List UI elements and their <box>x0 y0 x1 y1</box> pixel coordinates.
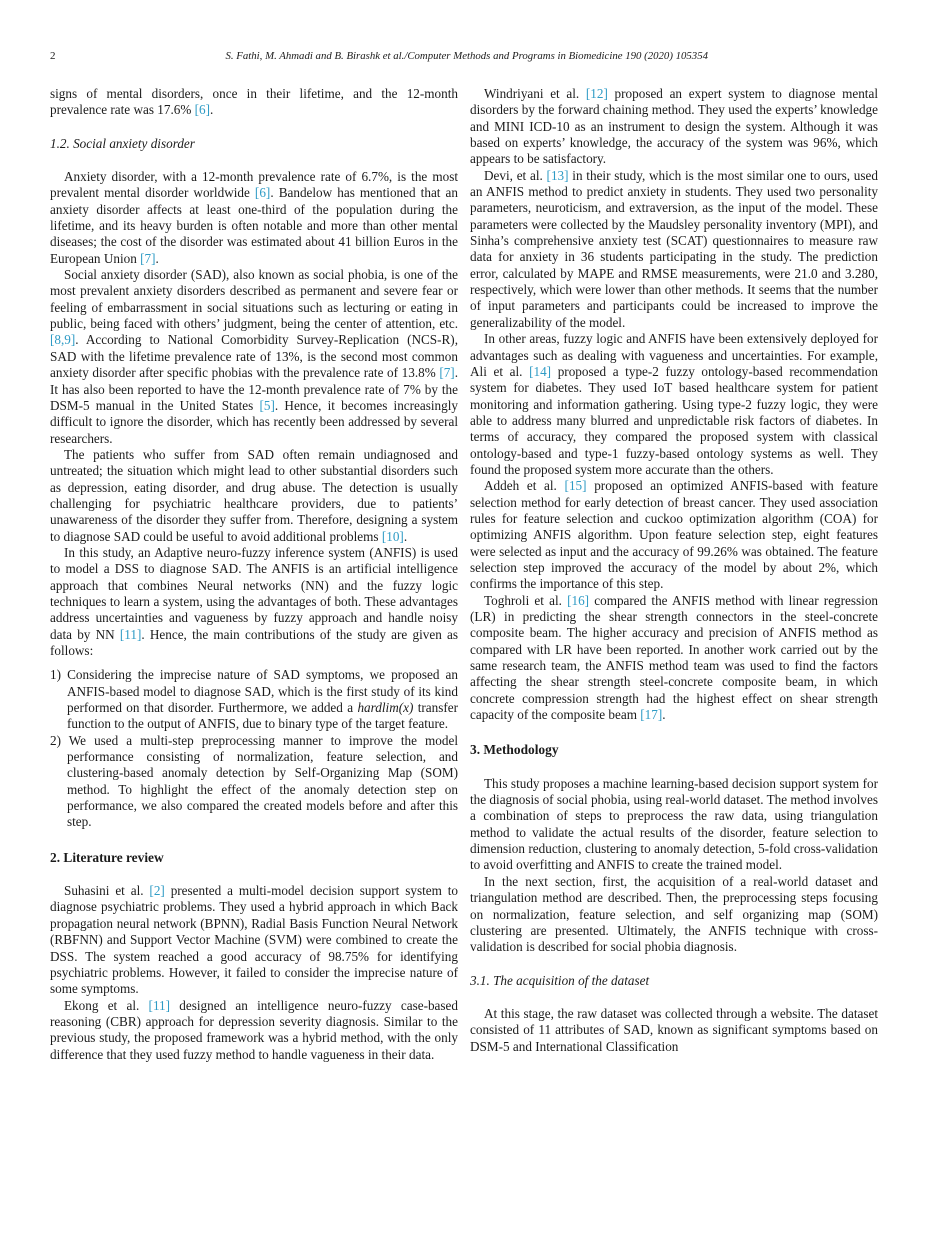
paragraph: Devi, et al. [13] in their study, which is the most similar one to ours, used an ANFIS method to predict anxiety in students. They used two personality parameters, neuroticism, and extraversion, as the input of the model. These parameters were collected by the Maudsley personality inventory (MPI), and Sinha’s comprehensive anxiety test (SCAT) questionnaires to measure raw data for anxiety in 36 students participating in the study. The prediction error, calculated by MAPE and RMSE measurements, were 21.0 and 3.280, respectively, which were lower than other methods. It seems that the number of input parameters and participants could be increased to improve the generalizability of the model. <box>470 167 878 330</box>
list-item: 1) Considering the imprecise nature of SAD symptoms, we proposed an ANFIS-based model to diagnose SAD, which is the first study of its kind performed on that disorder. Furthermore, we added a hardlim(x) transfer function to the output of ANFIS, due to binary type of the target feature. <box>50 667 458 732</box>
paragraph: Addeh et al. [15] proposed an optimized ANFIS-based with feature selection method for early detection of breast cancer. They used association rules for feature selection and cuckoo optimization algorithm (COA) for optimizing ANFIS algorithm. Upon feature selection step, eight features were selected as input and the accuracy of 99.26% was obtained. The feature selection step improved the accuracy of the model by about 2%, which confirms the importance of this step. <box>470 478 878 592</box>
paragraph: signs of mental disorders, once in their lifetime, and the 12-month prevalence rate was 17.6% [6]. <box>50 86 458 118</box>
paragraph: Ekong et al. [11] designed an intelligence neuro-fuzzy case-based reasoning (CBR) approach for depression severity diagnosis. Similar to the previous study, the proposed framework was a hybrid method, with the only difference that they used fuzzy method to handle vagueness in their data. <box>50 997 458 1062</box>
right-column <box>470 86 878 1063</box>
paragraph: In the next section, first, the acquisition of a real-world dataset and triangulation method are described. Then, the preprocessing steps focusing on normalization, feature selection, and self organizing map (SOM) clustering are presented. Ultimately, the ANFIS technique with cross-validation is described for social phobia diagnosis. <box>470 873 878 955</box>
paragraph: Social anxiety disorder (SAD), also known as social phobia, is one of the most prevalent anxiety disorders described as permanent and severe fear or feeling of embarrassment in social situations such as lecturing or eating in public, being faced with others’ judgment, being the center of attention, etc. [8,9]. According to National Comorbidity Survey-Replication (NCS-R), SAD with the lifetime prevalence rate of 13%, is the second most common anxiety disorder after specific phobias with the prevalence rate of 13.8% [7]. It has also been reported to have the 12-month prevalence rate of 7% by the DSM-5 manual in the United States [5]. Hence, it becomes increasingly difficult to ignore the disorder, which has recently been addressed by several researchers. <box>50 267 458 446</box>
subsection-heading: 3.1. The acquisition of the dataset <box>470 972 650 988</box>
paragraph: The patients who suffer from SAD often remain undiagnosed and untreated; the situation which might lead to other substantial disorders such as depression, eating disorder, and drug abuse. The detection is usually challenging for psychiatric healthcare providers, due to patients’ unawareness of the disorder they suffer from. Therefore, designing a system to diagnose SAD could be useful to avoid additional problems [10]. <box>50 446 458 544</box>
paragraph: Suhasini et al. [2] presented a multi-model decision support system to diagnose psychiatric problems. They used a hybrid approach in which Back propagation neural network (BPNN), Radial Basis Function Neural Network (RBFNN) and Support Vector Machine (SVM) were combined to create the DSS. The system reached a good accuracy of 98.75% for identifying psychiatric problems. However, it failed to consider the imprecise nature of some symptoms. <box>50 883 458 997</box>
list-item-number: 1) <box>50 667 68 683</box>
section-heading: 3. Methodology <box>470 742 559 758</box>
page-number: 2 <box>50 50 56 62</box>
section-heading: 2. Literature review <box>50 849 164 865</box>
paragraph: At this stage, the raw dataset was collected through a website. The dataset consisted of 11 attributes of SAD, known as significant symptoms based on DSM-5 and International Classification <box>470 1005 878 1054</box>
citation-link[interactable]: [2] <box>149 883 165 899</box>
citation-link[interactable]: [14] <box>529 363 552 379</box>
contributions-list <box>50 667 458 830</box>
list-item-number: 2) <box>50 732 69 748</box>
running-title: S. Fathi, M. Ahmadi and B. Birashk et al./Computer Methods and Programs in Biomedicine 190 (2020) 105354 <box>225 50 709 62</box>
citation-link[interactable]: [7] <box>140 250 156 266</box>
citation-link[interactable]: [6] <box>194 102 211 118</box>
citation-link[interactable]: [10] <box>381 528 404 544</box>
citation-link[interactable]: [7] <box>439 365 455 381</box>
paragraph: This study proposes a machine learning-based decision support system for the diagnosis of social phobia, using real-world dataset. The method involves a combination of steps to preprocess the raw data, using triangulation method to validate the actual results of the disorder, feature selection to dimension reduction, clustering to anomaly detection, 5-fold cross-validation to avoid overfitting and ANFIS to create the trained model. <box>470 775 878 873</box>
article-body <box>50 86 878 1063</box>
left-column <box>50 86 458 1063</box>
subsection-heading: 1.2. Social anxiety disorder <box>50 135 195 151</box>
paragraph: Windriyani et al. [12] proposed an expert system to diagnose mental disorders by the forward chaining method. They used the experts’ knowledge and MINI ICD-10 as an instrument to design the system. Although it was based on experts’ knowledge, the accuracy of the system was 96%, which appears to be satisfactory. <box>470 86 878 167</box>
citation-link[interactable]: [11] <box>148 997 171 1013</box>
list-item: 2) We used a multi-step preprocessing manner to improve the model performance consisting of normalization, feature selection, and clustering-based anomaly detection by Self-Organizing Map (SOM) method. To highlight the effect of the anomaly detection step on performance, we also compared the created models before and after this step. <box>50 732 458 830</box>
citation-link[interactable]: [6] <box>254 185 271 201</box>
citation-link[interactable]: [8,9] <box>50 332 76 348</box>
paragraph: In other areas, fuzzy logic and ANFIS have been extensively deployed for advantages such as dealing with vagueness and uncertainties. For example, Ali et al. [14] proposed a type-2 fuzzy ontology-based recommendation system for diabetes. They used IoT based healthcare system for patient monitoring and information gathering. Using type-2 fuzzy logic, they were able to address many blurred and unpredictable risk factors of diabetes. In terms of accuracy, they compared the proposed system with classical ontology-based and type-1 fuzzy-based ontology systems as well. They found the proposed system more accurate than the others. <box>470 331 878 477</box>
italic-term: hardlim(x) <box>357 700 414 716</box>
page-header <box>50 50 878 62</box>
citation-link[interactable]: [11] <box>119 626 142 642</box>
citation-link[interactable]: [13] <box>546 167 569 183</box>
citation-link[interactable]: [5] <box>259 397 275 413</box>
citation-link[interactable]: [12] <box>585 86 608 101</box>
paragraph: Anxiety disorder, with a 12-month prevalence rate of 6.7%, is the most prevalent mental disorder worldwide [6]. Bandelow has mentioned that an anxiety disorder affects at least one-third of the population during the lifetime, and its heavy burden is often notable and more than other mental diseases; the cost of the disorder was estimated about 41 billion Euros in the European Union [7]. <box>50 169 458 266</box>
citation-link[interactable]: [15] <box>564 478 587 494</box>
citation-link[interactable]: [17] <box>640 707 663 723</box>
paragraph: In this study, an Adaptive neuro-fuzzy inference system (ANFIS) is used to model a DSS to diagnose SAD. The ANFIS is an artificial intelligence approach that combines Neural networks (NN) and the fuzzy logic techniques to learn a system, using the advantages of both. These advantages address uncertainties and vagueness by fuzzy approach and handle noisy data by NN [11]. Hence, the main contributions of the study are given as follows: <box>50 544 458 658</box>
citation-link[interactable]: [16] <box>567 592 590 608</box>
paragraph: Toghroli et al. [16] compared the ANFIS method with linear regression (LR) in predicting the shear strength connectors in the steel-concrete composite beam. The higher accuracy and precision of ANFIS method as compared with LR have been reported. In another work carried out by the same research team, the ANFIS method team was used to find the factors affecting the shear strength steel-concrete composite beam, in which concrete compression strength had the highest effect on shear strength capacity of the composite beam [17]. <box>470 592 879 723</box>
